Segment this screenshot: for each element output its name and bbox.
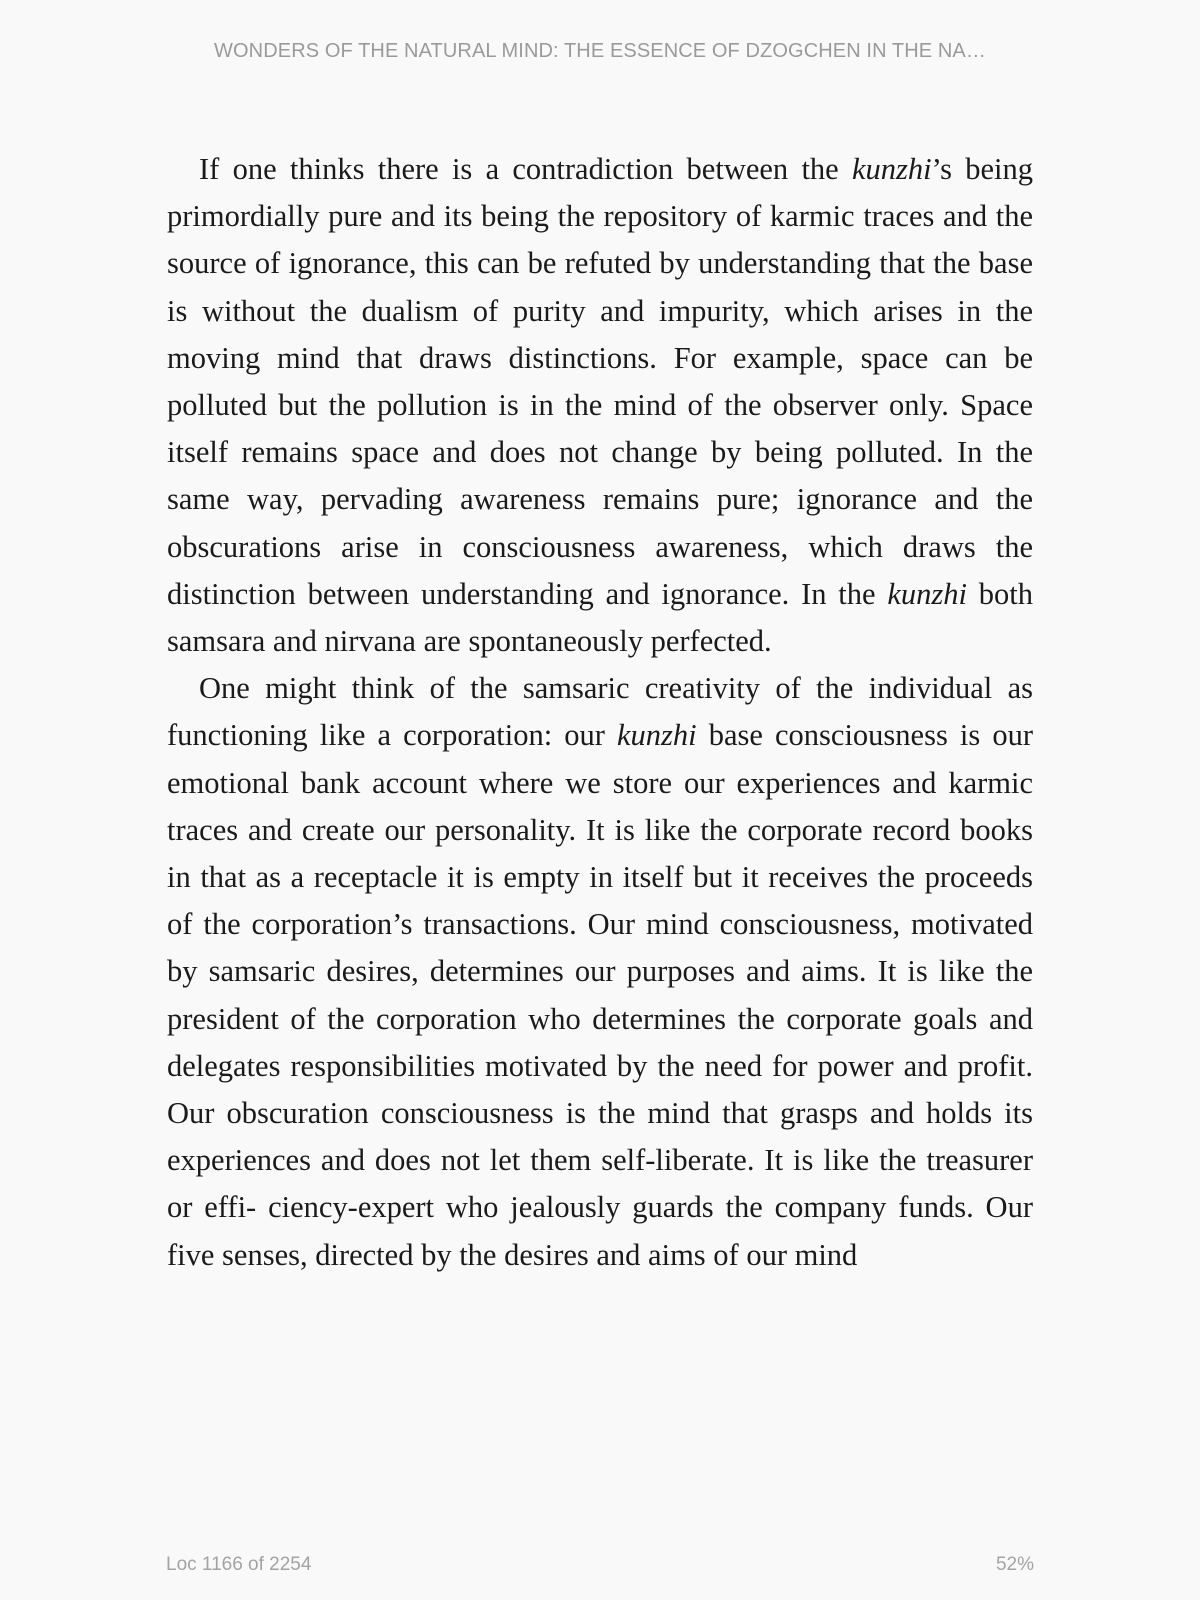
italic-term: kunzhi <box>617 718 697 753</box>
location-indicator[interactable]: Loc 1166 of 2254 <box>166 1554 312 1575</box>
paragraph-1-text-b: ’s being primordially pure and its being the repository of karmic traces and the source of ignorance, this can be refuted by understanding that the base is without the dualism of purity and impurity, which arises in the moving mind that draws distinctions. For example, space can be polluted but the pollution is in the mind of the observer only. Space itself remains space and does not change by being polluted. In the same way, pervading awareness remains pure; ignorance and the obscurations arise in consciousness awareness, which draws the distinction between understanding and ignorance. In the <box>167 152 1033 611</box>
paragraph-1 <box>167 146 1033 665</box>
page-text <box>167 146 1033 1279</box>
paragraph-2 <box>167 665 1033 1279</box>
paragraph-2-text-a: One might think of the samsaric creativity of the individual as functioning like a corporation: our <box>167 671 1033 753</box>
paragraph-2-text-b: base consciousness is our emotional bank account where we store our experiences and karmic traces and create our personality. It is like the corporate record books in that as a receptacle it is empty in itself but it receives the proceeds of the corporation’s transactions. Our mind consciousness, motivated by samsaric desires, determines our purposes and aims. It is like the president of the corporation who determines the corporate goals and delegates responsibilities motivated by the need for power and profit. Our obscuration consciousness is the mind that grasps and holds its experiences and does not let them self-liberate. It is like the treasurer or effi- ciency-expert who jealously guards the company funds. Our five senses, directed by the desires and aims of our mind <box>167 718 1033 1272</box>
paragraph-1-text-a: If one thinks there is a contradiction between the <box>199 152 852 186</box>
book-title-header[interactable]: WONDERS OF THE NATURAL MIND: THE ESSENCE OF DZOGCHEN IN THE NA… <box>214 40 986 62</box>
italic-term: kunzhi <box>851 152 932 186</box>
percent-indicator[interactable]: 52% <box>995 1554 1034 1575</box>
paragraph-1-text-c: both samsara and nirvana are spontaneously perfected. <box>167 576 1033 659</box>
italic-term: kunzhi <box>887 576 967 611</box>
